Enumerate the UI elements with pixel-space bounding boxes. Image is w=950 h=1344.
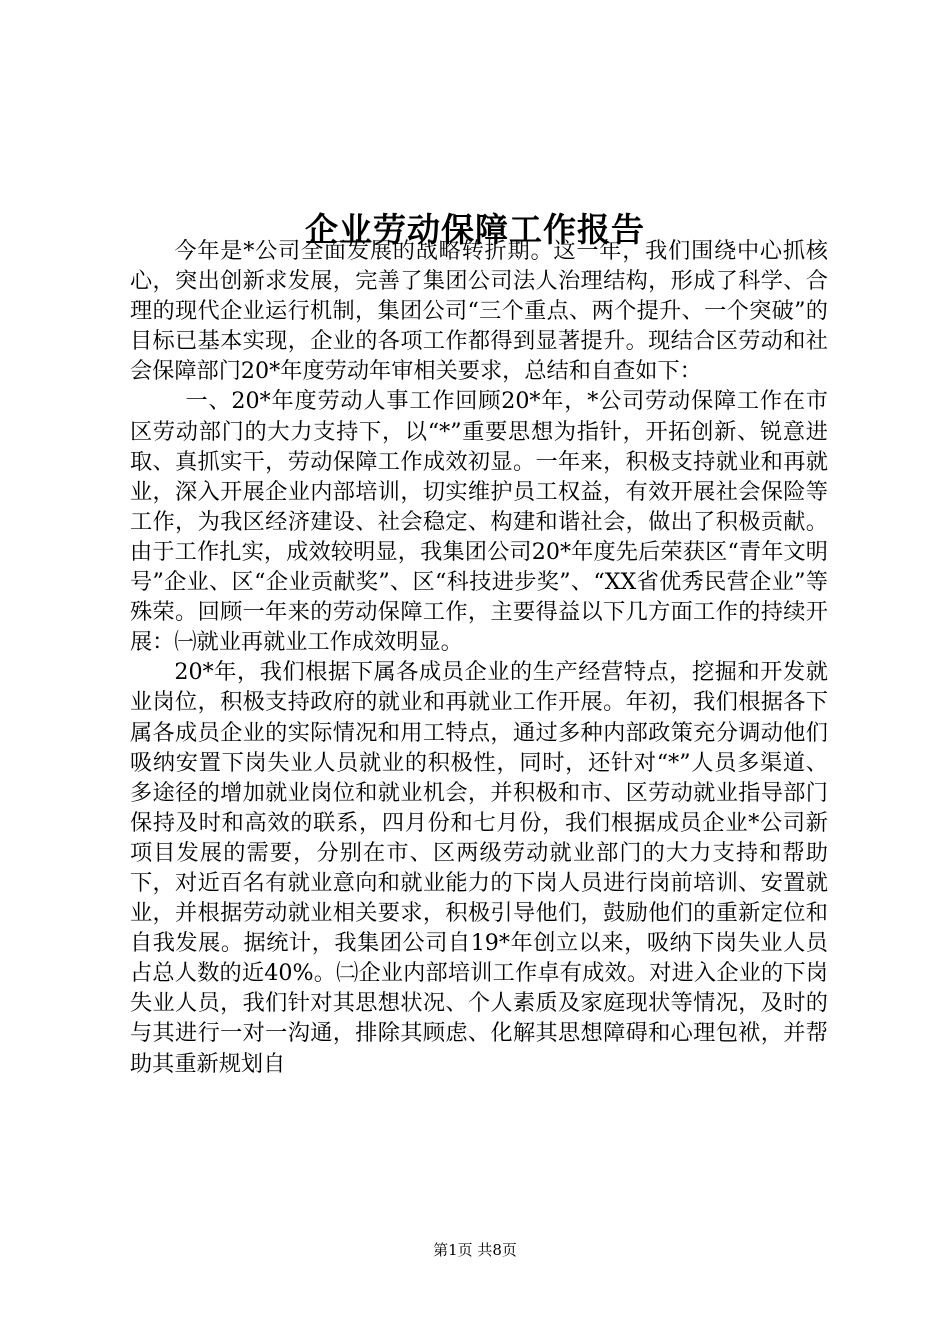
page-footer: 第1页 共8页: [433, 1241, 517, 1259]
paragraph-review: 一、20*年度劳动人事工作回顾20*年，*公司劳动保障工作在市区劳动部门的大力支持下，以“*”重要思想为指针，开拓创新、锐意进取、真抓实干，劳动保障工作成效初显。一年来，积极支持就业和再就业，深入开展企业内部培训，切实维护员工权益，有效开展社会保险等工作，为我区经济建设、社会稳定、构建和谐社会，做出了积极贡献。由于工作扎实，成效较明显，我集团公司20*年度先后荣获区“青年文明号”企业、区“企业贡献奖”、区“科技进步奖”、“XX省优秀民营企业”等殊荣。回顾一年来的劳动保障工作，主要得益以下几方面工作的持续开展：㈠就业再就业工作成效明显。: [130, 388, 828, 656]
paragraph-employment: 20*年，我们根据下属各成员企业的生产经营特点，挖掘和开发就业岗位，积极支持政府的就业和再就业工作开展。年初，我们根据各下属各成员企业的实际情况和用工特点，通过多种内部政策充分调动他们吸纳安置下岗失业人员就业的积极性，同时，还针对“*”人员多渠道、多途径的增加就业岗位和就业机会，并积极和市、区劳动就业指导部门保持及时和高效的联系，四月份和七月份，我们根据成员企业*公司新项目发展的需要，分别在市、区两级劳动就业部门的大力支持和帮助下，对近百名有就业意向和就业能力的下岗人员进行岗前培训、安置就业，并根据劳动就业相关要求，积极引导他们，鼓励他们的重新定位和自我发展。据统计，我集团公司自19*年创立以来，吸纳下岗失业人员占总人数的近40%。㈡企业内部培训工作卓有成效。对进入企业的下岗失业人员，我们针对其思想状况、个人素质及家庭现状等情况，及时的与其进行一对一沟通，排除其顾虑、化解其思想障碍和心理包袱，并帮助其重新规划自: [130, 659, 828, 1077]
document-body: [130, 236, 828, 1079]
paragraph-intro: 今年是*公司全面发展的战略转折期。这一年，我们围绕中心抓核心，突出创新求发展，完善了集团公司法人治理结构，形成了科学、合理的现代企业运行机制，集团公司“三个重点、两个提升、一个突破”的目标已基本实现，企业的各项工作都得到显著提升。现结合区劳动和社会保障部门20*年度劳动年审相关要求，总结和自查如下：: [130, 238, 828, 385]
document-title: 企业劳动保障工作报告: [305, 210, 645, 250]
